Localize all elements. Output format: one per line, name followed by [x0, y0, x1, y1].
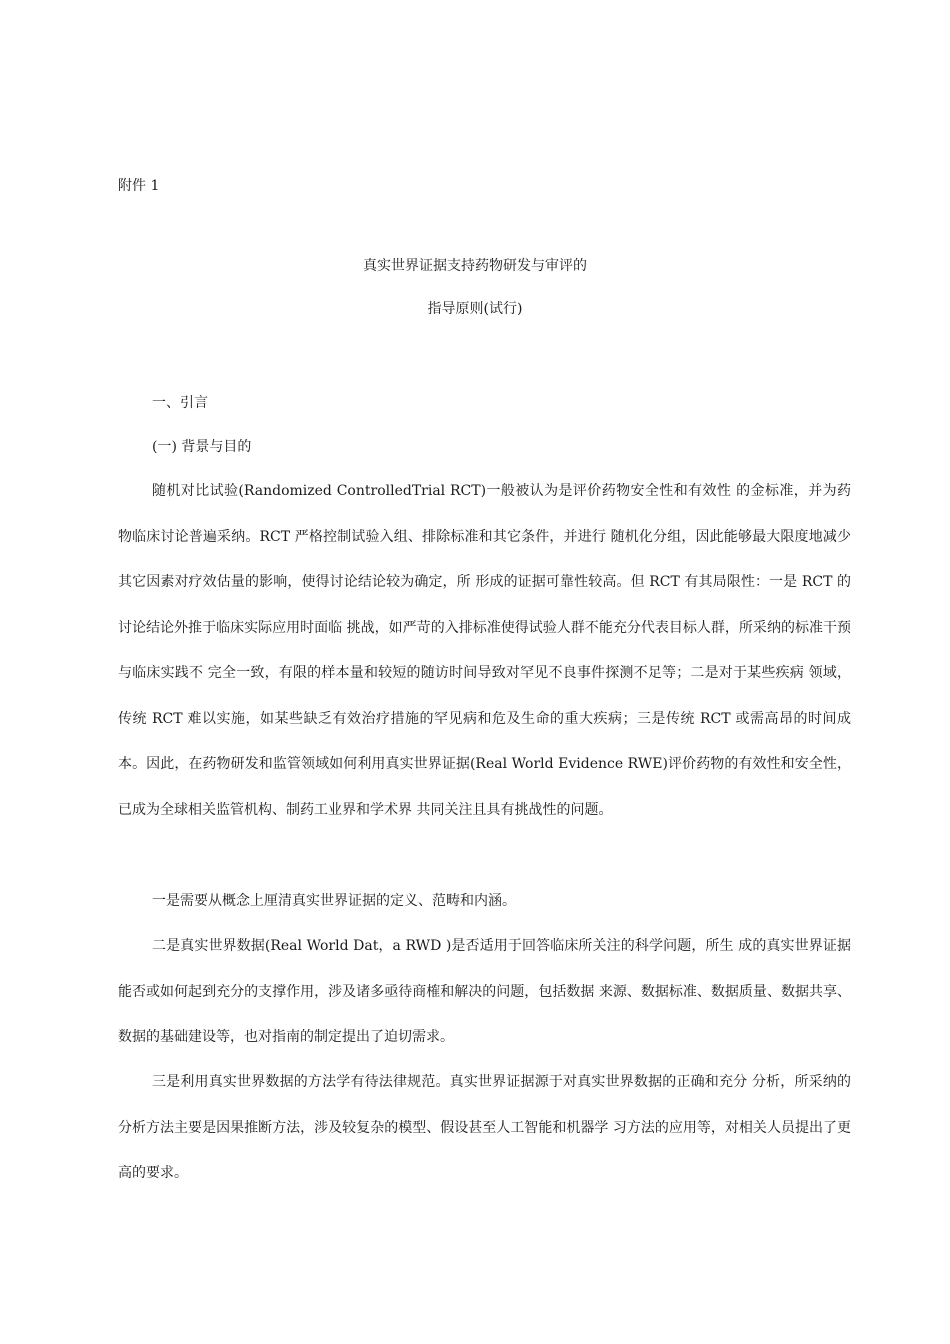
paragraph-point-one: 一是需要从概念上厘清真实世界证据的定义、范畴和内涵。 — [152, 893, 516, 909]
section-heading: 一、引言 — [152, 395, 208, 411]
paragraph-point-three: 三是利用真实世界数据的方法学有待法律规范。真实世界证据源于对真实世界数据的正确和充分 分析，所采纳的分析方法主要是因果推断方法，涉及较复杂的模型、假设甚至人工智能和机器学 习方法的应用等，对相关人员提出了更高的要求。 — [118, 1074, 851, 1181]
attachment-label: 附件 1 — [118, 178, 160, 194]
subsection-heading: (一) 背景与目的 — [152, 439, 252, 455]
document-title-line-1: 真实世界证据支持药物研发与审评的 — [363, 258, 587, 274]
document-title-line-2: 指导原则(试行) — [427, 301, 523, 317]
paragraph-point-two: 二是真实世界数据(Real World Dat，a RWD )是否适用于回答临床所关注的科学问题，所生 成的真实世界证据能否或如何起到充分的支撑作用，涉及诸多亟待商榷和解决的问题，包括数据 来源、数据标准、数据质量、数据共享、数据的基础建设等，也对指南的制定提出了迫切需求。 — [118, 938, 851, 1045]
paragraph-background: 随机对比试验(Randomized ControlledTrial RCT)一般被认为是评价药物安全性和有效性 的金标准，并为药物临床讨论普遍采纳。RCT 严格控制试验入组、排除标准和其它条件，并进行 随机化分组，因此能够最大限度地减少其它因素对疗效估量的影响，使得讨论结论较为确定，所 形成的证据可靠性较高。但 RCT 有其局限性：一是 RCT 的讨论结论外推于临床实际应用时面临 挑战，如严苛的入排标准使得试验人群不能充分代表目标人群，所采纳的标准干预与临床实践不 完全一致，有限的样本量和较短的随访时间导致对罕见不良事件探测不足等；二是对于某些疾病 领域，传统 RCT 难以实施，如某些缺乏有效治疗措施的罕见病和危及生命的重大疾病；三是传统 RCT 或需高昂的时间成本。因此，在药物研发和监管领域如何利用真实世界证据(Real World Evidence RWE)评价药物的有效性和安全性，已成为全球相关监管机构、制药工业界和学术界 共同关注且具有挑战性的问题。 — [118, 483, 851, 818]
